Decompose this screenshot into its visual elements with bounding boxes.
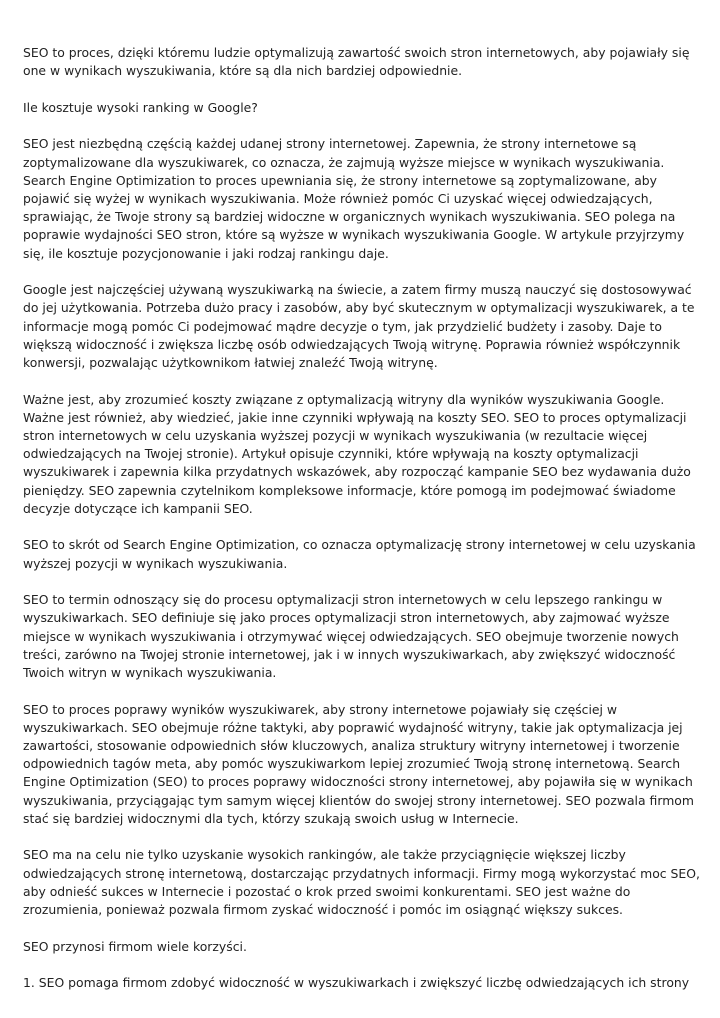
paragraph-seo-essential: SEO jest niezbędną częścią każdej udanej strony internetowej. Zapewnia, że strony internetowe są zoptymalizowane dla wyszukiwarek, co oznacza, że zajmują wyższe miejsce w wynikach wyszukiwania. Search Engine Optimization to proces upewniania się, że strony internetowe są zoptymalizowane, aby pojawić się wyżej w wynikach wyszukiwania. Może również pomóc Ci uzyskać więcej odwiedzających, sprawiając, że Twoje strony są bardziej widoczne w organicznych wynikach wyszukiwania. SEO polega na poprawie wydajności SEO stron, które są wyższe w wynikach wyszukiwania Google. W artykule przyjrzymy się, ile kosztuje pozycjonowanie i jaki rodzaj rankingu daje. [23, 136, 685, 261]
paragraph-costs: Ważne jest, aby zrozumieć koszty związane z optymalizacją witryny dla wyników wyszukiwania Google. Ważne jest również, aby wiedzieć, jakie inne czynniki wpływają na koszty SEO. SEO to proces optymalizacji stron internetowych w celu uzyskania wyższej pozycji w wynikach wyszukiwania (w rezultacie więcej odwiedzających na Twojej stronie). Artykuł opisuje czynniki, które wpływają na koszty optymalizacji wyszukiwarek i zapewnia kilka przydatnych wskazówek, aby rozpocząć kampanie SEO bez wydawania dużo pieniędzy. SEO zapewnia czytelnikom kompleksowe informacje, które pomogą im podejmować świadome decyzje dotyczące ich kampanii SEO. [23, 391, 691, 516]
question-heading: Ile kosztuje wysoki ranking w Google? [23, 99, 258, 115]
paragraph-seo-goal: SEO ma na celu nie tylko uzyskanie wysokich rankingów, ale także przyciągnięcie większej liczby odwiedzających stronę internetową, dostarczając przydatnych informacji. Firmy mogą wykorzystać moc SEO, aby odnieść sukces w Internecie i pozostać o krok przed swoimi konkurentami. SEO jest ważne do zrozumienia, ponieważ pozwala firmom zyskać widoczność i pomóc im osiągnąć większy sukces. [23, 847, 700, 918]
paragraph-seo-process: SEO to proces poprawy wyników wyszukiwarek, aby strony internetowe pojawiały się częściej w wyszukiwarkach. SEO obejmuje różne taktyki, aby poprawić wydajność witryny, takie jak optymalizacja jej zawartości, stosowanie odpowiednich słów kluczowych, analiza struktury witryny internetowej i tworzenie odpowiednich tagów meta, aby pomóc wyszukiwarkom lepiej zrozumieć Twoją stronę internetową. Search Engine Optimization (SEO) to proces poprawy widoczności strony internetowej, aby pojawiła się w wynikach wyszukiwania, przyciągając tym samym więcej klientów do swojej strony internetowej. SEO pozwala firmom stać się bardziej widocznymi dla tych, którzy szukają swoich usług w Internecie. [23, 701, 694, 826]
paragraph-seo-term: SEO to termin odnoszący się do procesu optymalizacji stron internetowych w celu lepszego rankingu w wyszukiwarkach. SEO definiuje się jako proces optymalizacji stron internetowych, aby zajmować wyższe miejsce w wynikach wyszukiwania i otrzymywać więcej odwiedzających. SEO obejmuje tworzenie nowych treści, zarówno na Twojej stronie internetowej, jak i w innych wyszukiwarkach, aby zwiększyć widoczność Twoich witryn w wynikach wyszukiwania. [23, 592, 679, 681]
paragraph-seo-definition: SEO to skrót od Search Engine Optimization, co oznacza optymalizację strony internetowej w celu uzyskania wyższej pozycji w wynikach wyszukiwania. [23, 537, 696, 571]
intro-paragraph: SEO to proces, dzięki któremu ludzie optymalizują zawartość swoich stron internetowych, aby pojawiały się one w wynikach wyszukiwania, które są dla nich bardziej odpowiednie. [23, 45, 690, 79]
paragraph-benefits-intro: SEO przynosi firmom wiele korzyści. [23, 938, 247, 954]
paragraph-google: Google jest najczęściej używaną wyszukiwarką na świecie, a zatem firmy muszą nauczyć się dostosowywać do jej użytkowania. Potrzeba dużo pracy i zasobów, aby być skutecznym w optymalizacji wyszukiwarek, a te informacje mogą pomóc Ci podejmować mądre decyzje o tym, jak przydzielić budżety i zasoby. Daje to większą widoczność i zwiększa liczbę osób odwiedzających Twoją witrynę. Poprawia również współczynnik konwersji, pozwalając użytkownikom łatwiej znaleźć Twoją witrynę. [23, 282, 695, 371]
list-item-1: 1. SEO pomaga firmom zdobyć widoczność w wyszukiwarkach i zwiększyć liczbę odwiedzających ich strony [23, 975, 690, 991]
